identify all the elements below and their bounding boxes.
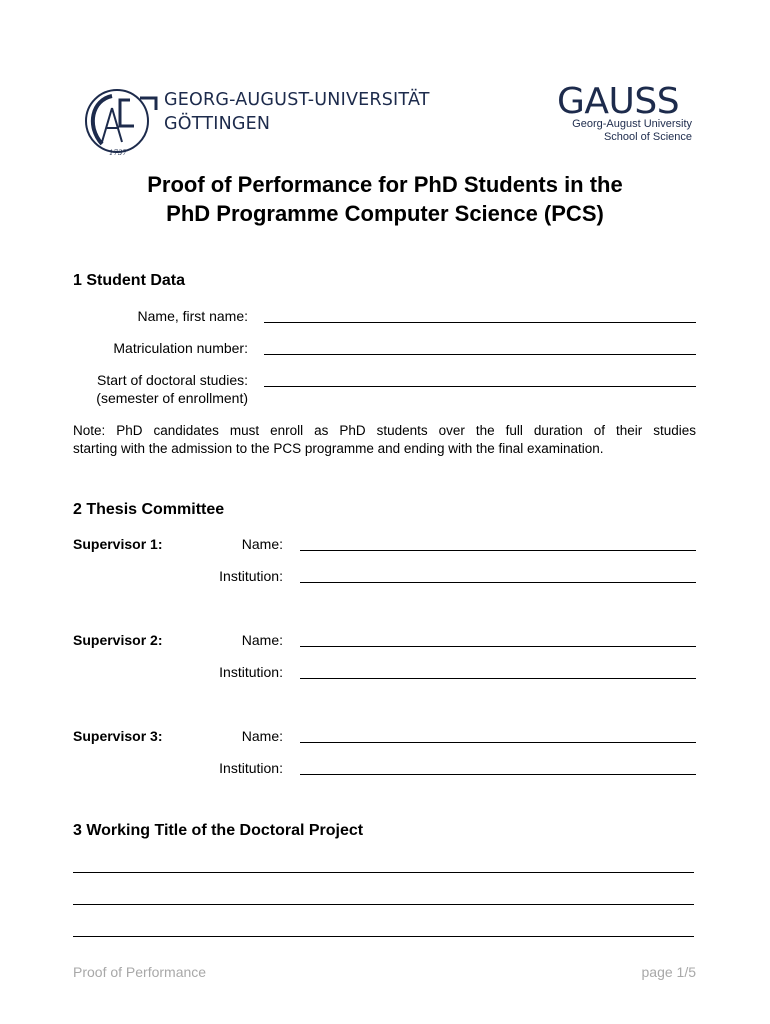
working-title-line-1[interactable] bbox=[73, 872, 694, 873]
note-line2: starting with the admission to the PCS programme and ending with the final examination. bbox=[73, 441, 604, 456]
university-name-line1: GEORG-AUGUST-UNIVERSITÄT bbox=[164, 90, 430, 110]
note-line1: Note: PhD candidates must enroll as PhD students over the full duration of their studies bbox=[73, 423, 696, 438]
start-studies-sublabel: (semester of enrollment) bbox=[96, 390, 248, 406]
gauss-logo: GAUSS bbox=[557, 81, 680, 122]
footer-page-number: page 1/5 bbox=[641, 964, 696, 980]
supervisor-1-institution-field[interactable] bbox=[300, 582, 696, 583]
supervisor-2-label: Supervisor 2: bbox=[73, 632, 163, 648]
supervisor-3-name-field[interactable] bbox=[300, 742, 696, 743]
matriculation-field[interactable] bbox=[264, 354, 696, 355]
supervisor-2-name-label: Name: bbox=[241, 632, 283, 648]
matriculation-label: Matriculation number: bbox=[113, 340, 248, 356]
supervisor-3-label: Supervisor 3: bbox=[73, 728, 163, 744]
document-title-line2: PhD Programme Computer Science (PCS) bbox=[166, 201, 604, 226]
name-field[interactable] bbox=[264, 322, 696, 323]
gauss-subtitle-2: School of Science bbox=[603, 131, 692, 143]
enrollment-note bbox=[73, 422, 696, 458]
gauss-subtitle-1: Georg-August University bbox=[572, 118, 692, 130]
section-heading-thesis-committee: 2 Thesis Committee bbox=[73, 501, 225, 518]
supervisor-2-institution-field[interactable] bbox=[300, 678, 696, 679]
supervisor-1-name-label: Name: bbox=[241, 536, 283, 552]
working-title-line-3[interactable] bbox=[73, 936, 694, 937]
supervisor-2-name-field[interactable] bbox=[300, 646, 696, 647]
name-label: Name, first name: bbox=[137, 308, 248, 324]
section-heading-working-title: 3 Working Title of the Doctoral Project bbox=[73, 822, 364, 839]
start-studies-label: Start of doctoral studies: bbox=[97, 372, 248, 388]
supervisor-1-name-field[interactable] bbox=[300, 550, 696, 551]
university-seal-logo bbox=[72, 86, 162, 156]
working-title-line-2[interactable] bbox=[73, 904, 694, 905]
supervisor-1-institution-label: Institution: bbox=[219, 568, 283, 584]
supervisor-2-institution-label: Institution: bbox=[219, 664, 283, 680]
supervisor-3-name-label: Name: bbox=[241, 728, 283, 744]
supervisor-3-institution-field[interactable] bbox=[300, 774, 696, 775]
section-heading-student-data: 1 Student Data bbox=[73, 272, 186, 289]
seal-year: 1737 bbox=[109, 149, 127, 156]
document-title-line1: Proof of Performance for PhD Students in the bbox=[147, 172, 623, 197]
supervisor-1-label: Supervisor 1: bbox=[73, 536, 163, 552]
university-name-line2: GÖTTINGEN bbox=[164, 114, 271, 134]
start-studies-field[interactable] bbox=[264, 386, 696, 387]
footer-document-name: Proof of Performance bbox=[73, 964, 207, 980]
supervisor-3-institution-label: Institution: bbox=[219, 760, 283, 776]
